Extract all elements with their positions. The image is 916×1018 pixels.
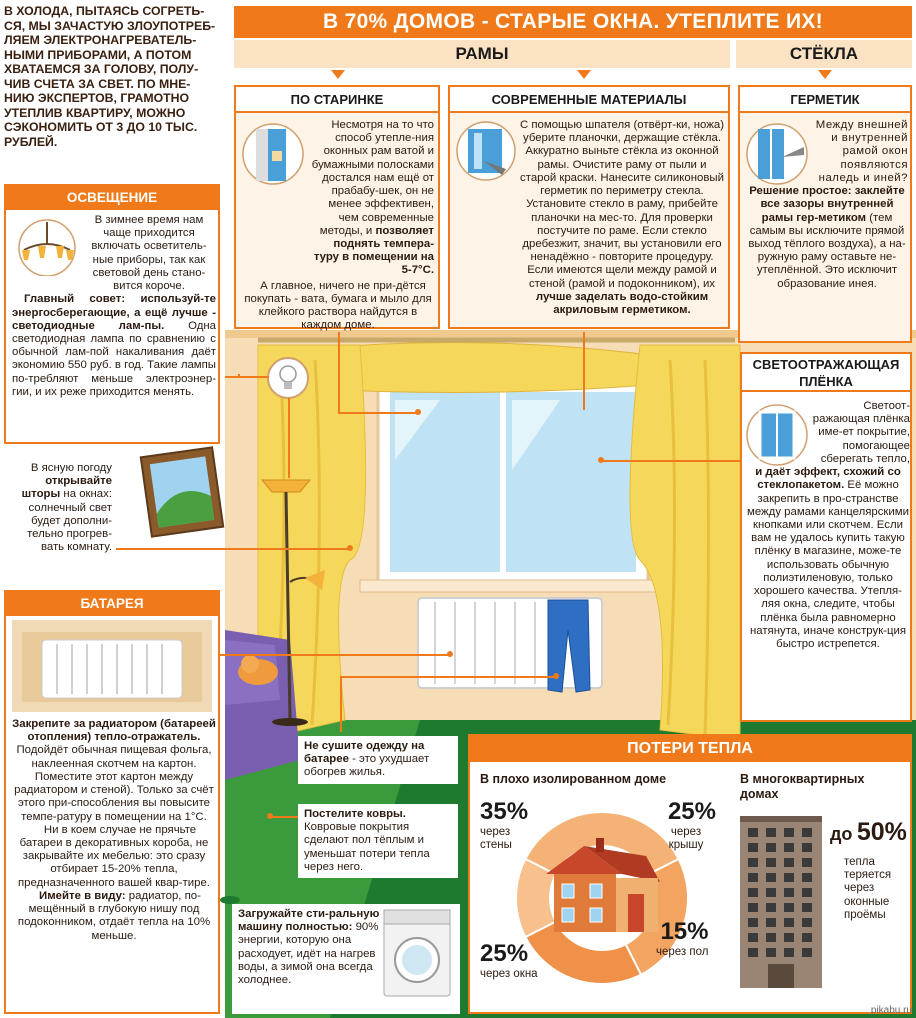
lighting-p1: В зимнее время нам чаще приходится включать осветитель-ные приборы, так как световой день стано-вится короче. [91, 214, 207, 293]
battery-p1-bold: Закрепите за радиатором (батареей отопления) тепло-отражатель. [12, 718, 216, 744]
building-window [748, 903, 758, 912]
heat-loss-panel [468, 734, 912, 1014]
battery-p3: радиатор, по-мещённый в глубокую нишу под подоконником, отдаёт тепла на 10% меньше. [17, 889, 211, 942]
old-way-p1-bold: позволяет поднять темпера-туру в помещении на 5-7°С. [313, 224, 434, 277]
arrow-down-icon [577, 70, 591, 79]
building-window [766, 873, 776, 882]
building-window [802, 903, 812, 912]
floor-pct: 15% [660, 918, 709, 945]
battery-p1-wrap [12, 718, 216, 824]
flats-title-text: В многоквартирных домах [740, 772, 865, 801]
building-window [748, 933, 758, 942]
heat-loss-title [470, 736, 910, 762]
building-window [766, 903, 776, 912]
connector-dot [267, 813, 273, 819]
film-p2: Её можно закрепить в про-странстве между рамами канцелярскими кнопками или скотчем. Если вам не удалось купить такую плёнку в магазине, може-те использовать обычную полиэтиленовую, только хорошего качества. Утепля-ляя окна, следите, чтобы плёнка была равномерно натянута, иначе конструк-ция быстро истрепется. [747, 479, 909, 650]
building-window [802, 873, 812, 882]
flats-label [844, 856, 908, 922]
building-window [802, 918, 812, 927]
connector-dot [415, 409, 421, 415]
building-window [766, 933, 776, 942]
old-way-p2: А главное, ничего не при-дётся покупать - вата, бумага и мыло для клейкого раствора найдутся в каждом доме. [244, 279, 432, 332]
building-window [802, 933, 812, 942]
curtains-t1: В ясную погоду [30, 462, 112, 474]
old-way-text [242, 119, 434, 333]
roof-stat [656, 798, 716, 852]
floor-label: через пол [656, 946, 709, 958]
sealant-panel [738, 85, 912, 343]
roof-pct: 25% [667, 798, 716, 825]
curtains-note [4, 458, 116, 559]
connector-line [113, 548, 350, 550]
flats-title [740, 772, 900, 802]
film-title [742, 354, 910, 392]
windows-stat [480, 940, 538, 981]
film-p2-wrap [746, 466, 910, 651]
washer-text-wrap [238, 908, 382, 987]
curtains-t2-bold: открывайте шторы [21, 475, 112, 501]
connector-dot [347, 545, 353, 551]
sealant-title [740, 87, 910, 113]
modern-p1-wrap [458, 119, 724, 317]
walls-pct: 35% [480, 798, 529, 825]
building-window [784, 918, 794, 927]
washer-bold: Загружайте сти-ральную машину полностью: [238, 908, 380, 934]
building-window [748, 843, 758, 852]
connector-line [220, 654, 450, 656]
flats-pct: 50% [856, 818, 907, 846]
clothes-bold: Не сушите одежду на батарее [304, 740, 425, 766]
walls-stat [480, 798, 540, 852]
lighting-title-text: ОСВЕЩЕНИЕ [66, 190, 158, 205]
building-window [766, 948, 776, 957]
battery-text [12, 718, 216, 943]
connector-line [338, 412, 418, 414]
battery-p3-wrap [12, 890, 216, 943]
building-window [784, 933, 794, 942]
arrow-down-icon [818, 70, 832, 79]
frames-header-text: РАМЫ [455, 44, 509, 63]
sealant-p2-bold: Решение простое: заклейте все зазоры внутренней рамы гер-метиком [749, 185, 905, 224]
building-window [766, 858, 776, 867]
carpets-text: Ковровые покрытия сделают пол тёплым и уменьшат потери тепла через него. [304, 821, 430, 873]
glass-header-text: СТЁКЛА [789, 44, 859, 63]
building-window [802, 858, 812, 867]
building-window [766, 828, 776, 837]
connector-dot [598, 457, 604, 463]
walls-label: через стены [480, 826, 512, 852]
battery-title [6, 592, 218, 616]
flats-label-text: тепла теряется через оконные проёмы [844, 856, 892, 921]
lighting-title [6, 186, 218, 210]
glass-header [736, 40, 912, 68]
sealant-p1: Между внешней и внутренней рамой окон появляются наледь и иней? [815, 119, 908, 184]
old-way-p1-wrap [242, 119, 434, 278]
building-window [748, 828, 758, 837]
intro-text-content: В ХОЛОДА, ПЫТАЯСЬ СОГРЕТЬ-СЯ, МЫ ЗАЧАСТУЮ ЗЛОУПОТРЕБ-ЛЯЕМ ЭЛЕКТРОНАГРЕВАТЕЛЬ-НЫМИ ПРИБОРАМИ, А ПОТОМ ХВАТАЕМСЯ ЗА ГОЛОВУ, ПОЛУ-ЧИВ СЧЕТА ЗА СВЕТ. ПО МНЕ-НИЮ ЭКСПЕРТОВ, ГРАМОТНО УТЕПЛИВ КВАРТИРУ, МОЖНО СЭКОНОМИТЬ ОТ 3 ДО 10 ТЫС. РУБЛЕЙ. [4, 4, 216, 149]
apartment-building-icon [740, 816, 822, 988]
watermark [871, 1005, 912, 1016]
battery-panel [4, 590, 220, 1014]
building-window [748, 948, 758, 957]
heat-loss-title-text: ПОТЕРИ ТЕПЛА [627, 740, 753, 757]
old-way-panel [234, 85, 440, 332]
modern-title [450, 87, 728, 113]
building-window [784, 873, 794, 882]
house-title [480, 772, 666, 786]
connector-line [270, 816, 298, 818]
modern-p1-bold: лучше заделать водо-стойким акриловым герметиком. [535, 290, 709, 317]
arrow-down-icon [331, 70, 345, 79]
film-p1: Светоот-ражающая плёнка име-ет покрытие, помогающее сберегать тепло, [812, 400, 910, 465]
building-window [802, 828, 812, 837]
building-window [784, 888, 794, 897]
windows-label: через окна [480, 968, 538, 980]
building-window [766, 843, 776, 852]
watermark-text: pikabu.ru [870, 1005, 912, 1016]
old-way-p1: Несмотря на то что способ утепле-ния оконных рам ватой и бумажными полосками достался нам ещё от прабабу-шек, он не менее эффективен, чем современные методы, и [311, 119, 434, 237]
building-window [784, 948, 794, 957]
connector-line [340, 676, 342, 732]
battery-p3-bold: Имейте в виду: [39, 889, 126, 902]
modern-title-text: СОВРЕМЕННЫЕ МАТЕРИАЛЫ [491, 92, 687, 107]
lighting-p2: Одна светодиодная лампа по сравнению с обычной лам-пой накаливания даёт экономию 550 руб. в год. Такие лампы по-требляют меньше электроэнер-гии, и их реже приходится менять. [12, 319, 216, 398]
clothes-note [298, 736, 458, 784]
connector-line [288, 398, 290, 478]
battery-p1: Подойдёт обычная пищевая фольга, наклеенная скотчем на картон. Поместите этот картон между радиатором и стеной). Только за счёт этого при-способления вы повысите темпе-ратуру в помещении на 1°С. [14, 744, 214, 823]
modern-p1: С помощью шпателя (отвёрт-ки, ножа) уберите планочки, держащие стёкла. Аккуратно выньте стёкла из оконной рамы. Очистите раму от пыли и старой краски. Нанесите силиконовый герметик по периметру стекла. Установите стекло в раму, прибейте планочки на мес-то. Для проверки постучите по раме. Если стекло дребезжит, значит, вы установили его ненадёжно - повторите процедуру. Если имеются щели между рамой и стеной (рамой и подоконником), их [520, 119, 724, 290]
clothes-text: - это ухудшает обогрев жилья. [304, 753, 430, 779]
connector-dot [447, 651, 453, 657]
windows-pct: 25% [480, 940, 529, 967]
connector-line [583, 332, 585, 410]
lighting-text [12, 214, 216, 399]
washer-text: 90% энергии, которую она расходует, идёт на нагрев воды, а зимой она всегда холоднее. [238, 921, 379, 987]
washer-note [232, 904, 460, 1014]
main-title [234, 6, 912, 38]
sealant-p2: (тем самым вы исключите прямой выход тёплого воздуха), а на-ружную раму оставьте не-утеплённой. Это исключит образование инея. [748, 211, 906, 290]
floor-stat [656, 918, 708, 959]
sealant-text [746, 119, 908, 291]
sealant-title-text: ГЕРМЕТИК [790, 92, 860, 107]
lighting-p2-bold: Главный совет: используй-те энергосберегающие, а ещё лучше - светодиодные лам-пы. [12, 293, 216, 332]
film-title-text: СВЕТООТРАЖАЮЩАЯ ПЛЁНКА [752, 357, 900, 389]
modern-panel [448, 85, 730, 329]
lighting-p2-wrap [12, 293, 216, 399]
building-window [748, 888, 758, 897]
house-icon [536, 834, 666, 944]
building-window [784, 903, 794, 912]
building-window [748, 858, 758, 867]
building-window [766, 918, 776, 927]
washing-machine-icon [382, 908, 452, 998]
intro-text [4, 4, 218, 149]
connector-line [340, 676, 556, 678]
house-title-text: В плохо изолированном доме [480, 772, 667, 786]
building-window [766, 888, 776, 897]
building-window [802, 843, 812, 852]
sealant-p2-wrap [746, 185, 908, 291]
flats-stat [830, 818, 907, 847]
roof-label: через крышу [668, 826, 704, 852]
building-window [748, 873, 758, 882]
connector-dot [553, 673, 559, 679]
connector-line [225, 376, 269, 378]
carpets-bold: Постелите ковры. [304, 808, 406, 820]
building-window [748, 918, 758, 927]
building-window [802, 888, 812, 897]
battery-p2: Ни в коем случае не прячьте батареи в декоративных короба, не закрывайте их мебелью: это сразу отбирает 15-20% тепла, предназначенного вашей квар-тире. [18, 823, 210, 889]
building-window [784, 828, 794, 837]
building-window [784, 858, 794, 867]
building-window [802, 948, 812, 957]
modern-text [458, 119, 724, 317]
building-window [784, 843, 794, 852]
lighting-panel [4, 184, 220, 444]
connector-line [238, 374, 240, 376]
curtains-t3: на окнах: солнечный свет будет дополни-тельно прогрев-вать комнату. [27, 488, 112, 554]
old-way-title-text: ПО СТАРИНКЕ [290, 92, 384, 107]
old-way-title [236, 87, 438, 113]
battery-title-text: БАТАРЕЯ [80, 596, 144, 611]
connector-line [338, 332, 340, 412]
radiator-icon [12, 620, 212, 712]
carpets-note [298, 804, 458, 878]
connector-line [600, 460, 740, 462]
main-title-text: В 70% ДОМОВ - СТАРЫЕ ОКНА. УТЕПЛИТЕ ИХ! [323, 10, 823, 33]
flats-prefix: до [830, 824, 853, 844]
film-p1-bold: и даёт эффект, схожий со стеклопакетом. [755, 466, 901, 492]
film-text [746, 400, 910, 651]
frames-header [234, 40, 730, 68]
film-panel [740, 352, 912, 722]
